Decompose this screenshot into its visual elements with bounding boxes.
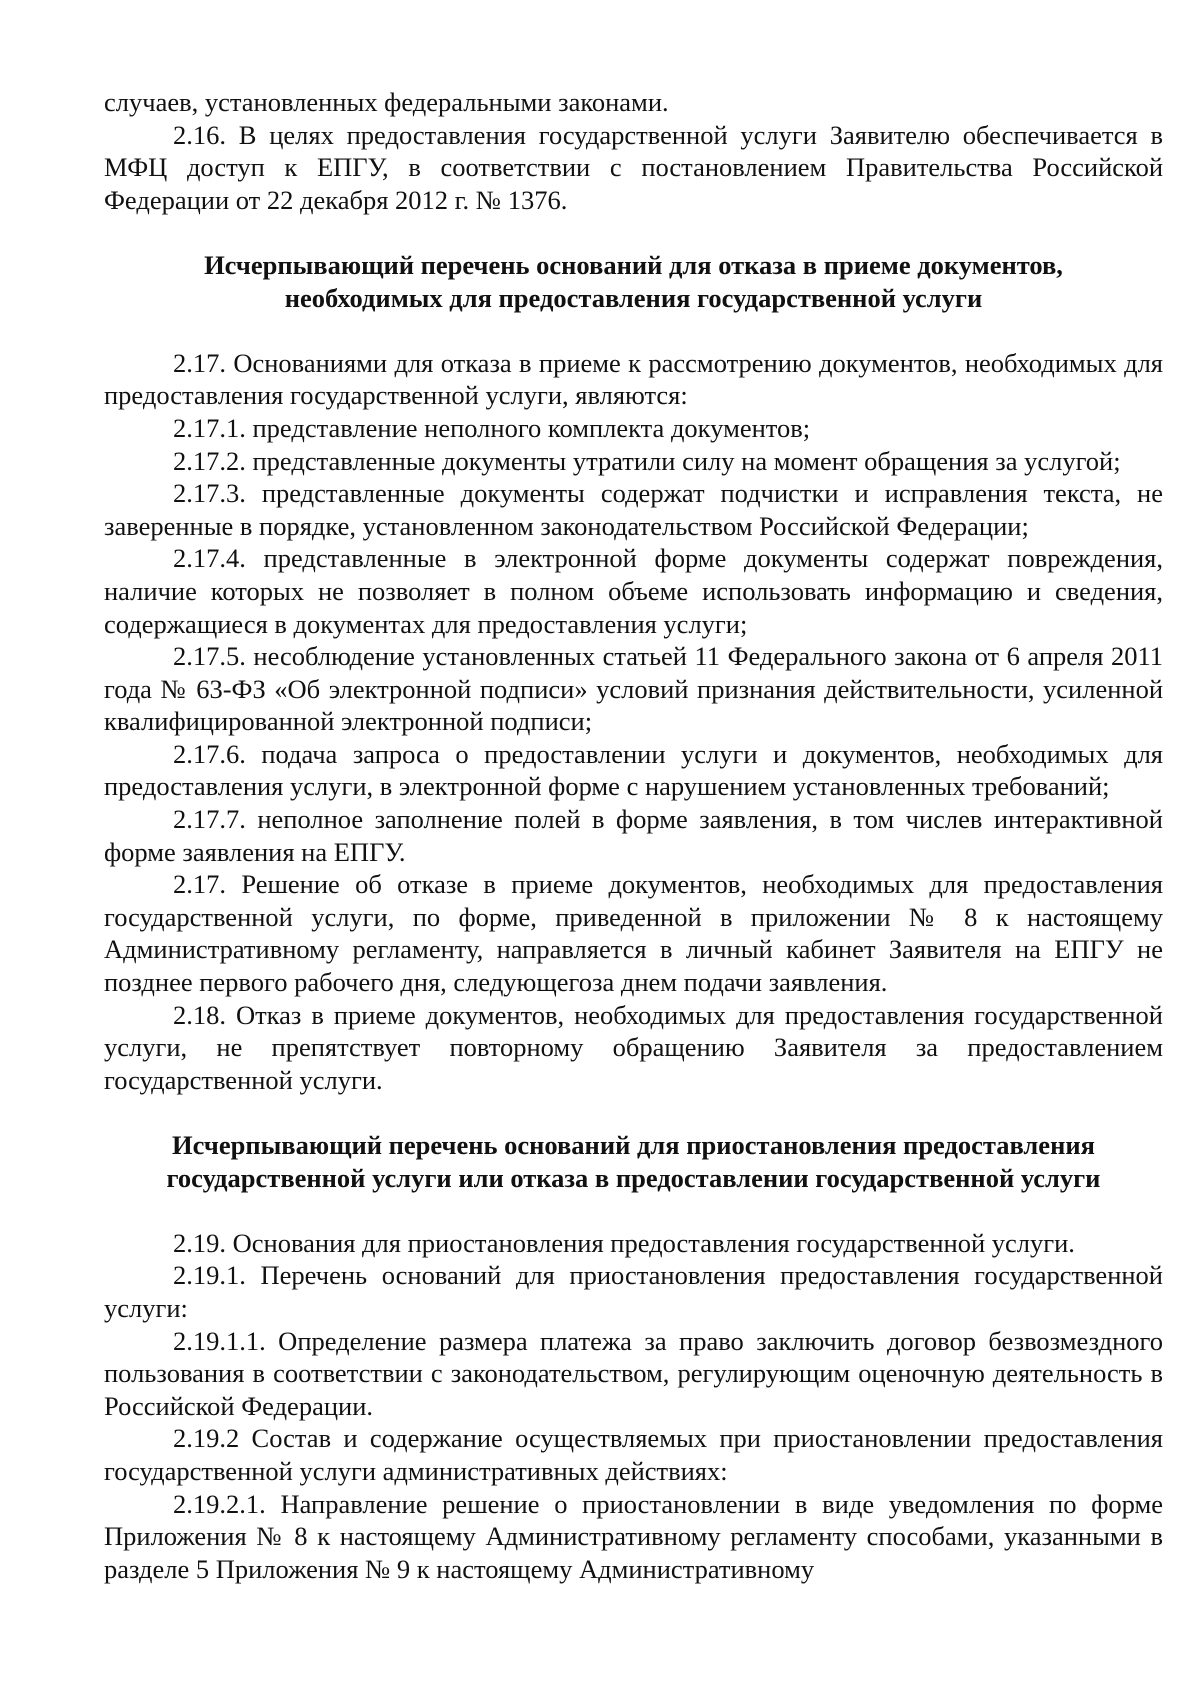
section-heading-refusal-acceptance [104,249,1163,314]
paragraph-2-18: 2.18. Отказ в приеме документов, необходимых для предоставления государственной услуги, не препятствует повторному обращению Заявителя за предоставлением государственной услуги. [104,999,1163,1095]
paragraph-2-17-3: 2.17.3. представленные документы содержат подчистки и исправления текста, не заверенные в порядке, установленном законодательством Российской Федерации; [104,478,1163,541]
spacer [104,216,1163,249]
paragraph-2-17-1: 2.17.1. представление неполного комплекта документов; [173,412,811,443]
paragraph-2-17-decision: 2.17. Решение об отказе в приеме документов, необходимых для предоставления государственной услуги, по форме, приведенной в приложении № 8 к настоящему Административному регламенту, направляется в личный кабинет Заявителя на ЕПГУ не позднее первого рабочего дня, следующегоза днем подачи заявления. [104,869,1163,998]
paragraph-2-19-2: 2.19.2 Состав и содержание осуществляемых при приостановлении предоставления государственной услуги административных действиях: [104,1423,1163,1486]
heading-line: Исчерпывающий перечень оснований для приостановления предоставления [172,1130,1095,1160]
paragraph-2-17-5: 2.17.5. несоблюдение установленных статьей 11 Федерального закона от 6 апреля 2011 года № 63-ФЗ «Об электронной подписи» условий признания действительности, усиленной квалифицированной электронной подписи; [104,641,1163,737]
document-page [104,86,1163,1585]
paragraph-2-19-1: 2.19.1. Перечень оснований для приостановления предоставления государственной услуги: [104,1260,1163,1323]
paragraph-2-16: 2.16. В целях предоставления государственной услуги Заявителю обеспечивается в МФЦ доступ к ЕПГУ, в соответствии с постановлением Правительства Российской Федерации от 22 декабря 2012 г. № 1376. [104,119,1163,215]
paragraph-2-19-1-1: 2.19.1.1. Определение размера платежа за право заключить договор безвозмездного пользования в соответствии с законодательством, регулирующим оценочную деятельность в Российской Федерации. [104,1325,1163,1421]
section-heading-suspension [104,1129,1163,1194]
heading-line: необходимых для предоставления государственной услуги [284,282,983,313]
paragraph-2-17: 2.17. Основаниями для отказа в приеме к рассмотрению документов, необходимых для предоставления государственной услуги, являются: [104,347,1163,411]
spacer [104,1194,1163,1227]
paragraph-2-19-2-1: 2.19.2.1. Направление решение о приостановлении в виде уведомления по форме Приложения № 8 к настоящему Административному регламенту способами, указанными в разделе 5 Приложения № 9 к настоящему Административному [104,1488,1163,1584]
paragraph-2-19: 2.19. Основания для приостановления предоставления государственной услуги. [173,1227,1075,1258]
paragraph-2-17-2: 2.17.2. представленные документы утратили силу на момент обращения за услугой; [173,445,1121,476]
paragraph-2-17-6: 2.17.6. подача запроса о предоставлении услуги и документов, необходимых для предоставления услуги, в электронной форме с нарушением установленных требований; [104,738,1163,802]
spacer [104,314,1163,347]
spacer [104,1096,1163,1129]
heading-line: Исчерпывающий перечень оснований для отказа в приеме документов, [204,249,1063,280]
continuation-text: случаев, установленных федеральными законами. [104,87,669,117]
paragraph-2-17-4: 2.17.4. представленные в электронной форме документы содержат повреждения, наличие которых не позволяет в полном объеме использовать информацию и сведения, содержащиеся в документах для предоставления услуги; [104,543,1163,639]
heading-line: государственной услуги или отказа в предоставлении государственной услуги [166,1162,1101,1193]
paragraph-2-17-7: 2.17.7. неполное заполнение полей в форме заявления, в том числев интерактивной форме заявления на ЕПГУ. [104,804,1163,867]
